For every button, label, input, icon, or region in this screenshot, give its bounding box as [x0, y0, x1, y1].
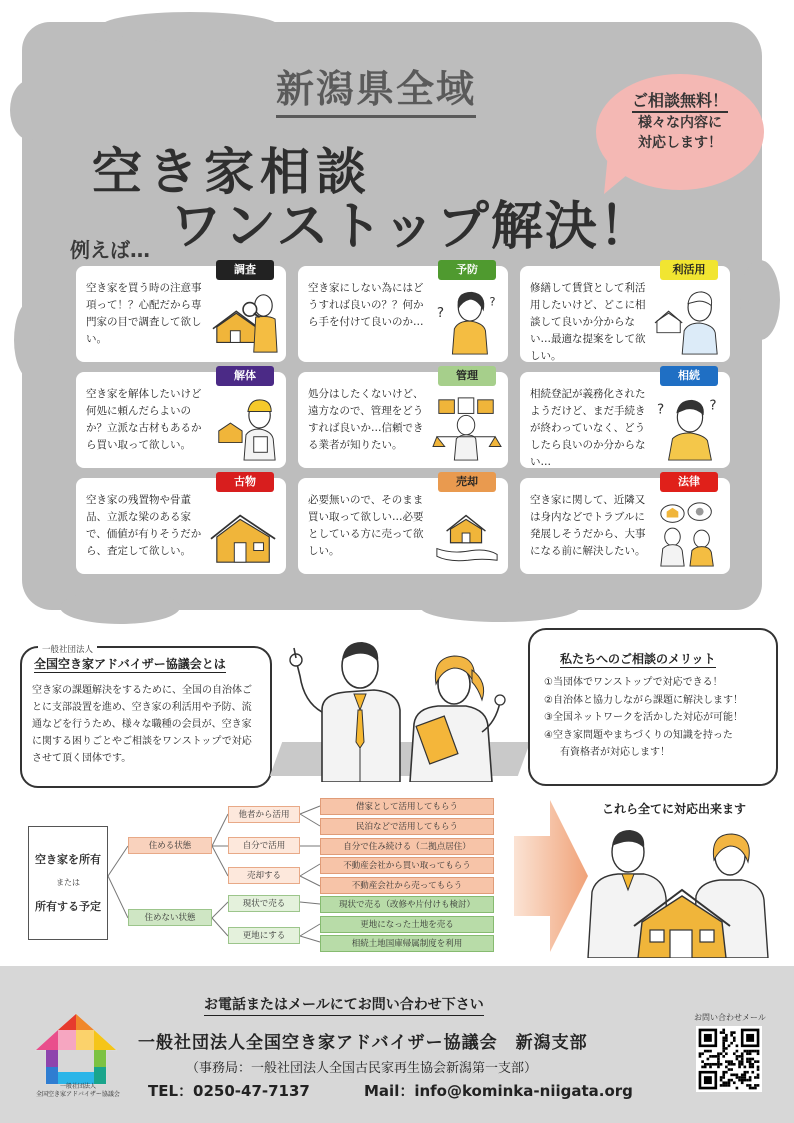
- bubble-text: [596, 88, 764, 153]
- flow-start-line3: 所有する予定: [35, 900, 101, 913]
- svg-text:?: ?: [709, 397, 717, 414]
- card-text: 空き家に関して、近隣又は身内などでトラブルに発展しそうだから、大事になる前に解決したい。: [530, 494, 646, 557]
- svg-text:?: ?: [656, 401, 665, 418]
- association-logo-icon: [28, 1010, 124, 1094]
- advisers-illustration-icon: [282, 632, 522, 782]
- sub-sell: 売却する: [228, 867, 300, 884]
- logo-caption-line2: 全国空き家アドバイザー協議会: [36, 1091, 120, 1098]
- action-item: 現状で売る（改修や片付けも検討）: [320, 896, 494, 913]
- worker-icon: [210, 394, 280, 462]
- card-tag: 法律: [660, 472, 718, 492]
- about-title: 全国空き家アドバイザー協議会とは: [34, 657, 226, 671]
- card-text: 処分はしたくないけど、遠方なので、管理をどうすれば良いか…信頼できる業者が知りたい。: [308, 388, 424, 451]
- splash-edge: [100, 12, 280, 42]
- card-tag: 管理: [438, 366, 496, 386]
- merit-item: ①当団体でワンストップで対応できる！: [544, 677, 723, 688]
- example-card: [520, 475, 730, 574]
- sub-land: 更地にする: [228, 927, 300, 944]
- flow-start-box: [28, 826, 108, 940]
- svg-text:?: ?: [436, 305, 445, 322]
- card-text: 必要無いので、そのまま買い取って欲しい…必要としている方に売って欲しい。: [308, 494, 424, 557]
- sub-current: 現状で売る: [228, 895, 300, 912]
- svg-text:?: ?: [489, 294, 496, 309]
- about-body: 空き家の課題解決をするために、全国の自治体ごとに支部設置を進め、空き家の利活用や予防、流通などを行うため、様々な職種の会員が、空き家に関する困りごとやご相談をワンストップで対応させて頂く団体です。: [32, 685, 252, 764]
- trouble-people-icon: [654, 500, 724, 568]
- card-tag: 予防: [438, 260, 496, 280]
- example-card: [520, 369, 730, 468]
- example-card: [298, 475, 508, 574]
- about-small-label: 一般社団法人: [38, 643, 97, 655]
- house-hand-icon: [432, 500, 502, 568]
- example-card: [76, 475, 286, 574]
- action-item: 更地になった土地を売る: [320, 916, 494, 933]
- flow-start-line2: または: [56, 878, 80, 887]
- example-card: [76, 263, 286, 362]
- bubble-line2: 様々な内容に: [638, 115, 722, 131]
- splash-edge: [10, 80, 50, 140]
- example-card: [298, 369, 508, 468]
- inspector-magnifier-icon: [210, 288, 280, 356]
- cando-label: これら全てに対応出来ます: [567, 796, 781, 822]
- action-item: 不動産会社から買い取ってもらう: [320, 857, 494, 874]
- card-text: 空き家の残置物や骨董品、立派な梁のある家で、価値が有りそうだから、査定して欲しい。: [86, 494, 202, 557]
- splash-edge: [60, 590, 180, 624]
- headline-line2: ワンストップ解決！: [170, 197, 653, 257]
- merit-item: ④空き家問題やまちづくりの知識を持った: [544, 729, 733, 741]
- action-item: 相続土地国庫帰属制度を利用: [320, 935, 494, 952]
- manager-balance-icon: [432, 394, 502, 462]
- example-card: [298, 263, 508, 362]
- qr-code-icon[interactable]: [696, 1026, 762, 1092]
- splash-edge: [740, 260, 780, 340]
- card-tag: 利活用: [660, 260, 718, 280]
- example-label: 例えば…: [70, 238, 150, 262]
- thinking-woman-icon: [432, 288, 502, 356]
- example-card: [76, 369, 286, 468]
- splash-edge: [420, 592, 580, 622]
- house-icon: [210, 500, 280, 568]
- logo-caption-line1: 一般社団法人: [59, 1083, 96, 1090]
- state-vacant: 住めない状態: [128, 909, 212, 926]
- action-item: 不動産会社から売ってもらう: [320, 877, 494, 894]
- example-card: [520, 263, 730, 362]
- card-text: 空き家を解体したいけど何処に頼んだらよいのか？立派な古材もあるから買い取って欲しい。: [86, 388, 202, 451]
- bubble-line3: 対応します！: [638, 135, 722, 151]
- flow-start-line1: 空き家を所有: [35, 853, 101, 866]
- logo-caption: [30, 1083, 126, 1099]
- card-text: 空き家を買う時の注意事項って！？心配だから専門家の目で調査して欲しい。: [86, 282, 202, 345]
- qr-label: お問い合わせメール: [694, 1013, 766, 1022]
- state-occupied: 住める状態: [128, 837, 212, 854]
- sub-self: 自分で活用: [228, 837, 300, 854]
- merit-item: ③全国ネットワークを活かした対応が可能！: [544, 712, 743, 723]
- splash-edge: [14, 300, 50, 380]
- merit-item: ②自治体と協力しながら課題に解決します！: [544, 694, 743, 706]
- contact-heading: お電話またはメールにてお問い合わせ下さい: [204, 994, 484, 1016]
- card-tag: 売却: [438, 472, 496, 492]
- card-text: 空き家にしない為にはどうすれば良いの？？何から手を付けて良いのか…: [308, 282, 424, 328]
- thinking-man-icon: [654, 288, 724, 356]
- card-text: 修繕して賃貸として利活用したいけど、どこに相談して良いか分からない…最適な提案をして欲しい。: [530, 282, 646, 362]
- card-text: 相続登記が義務化されたようだけど、まだ手続きが終わっていなく、どうしたら良いのか分からない…: [530, 388, 646, 468]
- organization-name: 一般社団法人全国空き家アドバイザー協議会 新潟支部: [138, 1033, 588, 1053]
- card-tag: 相続: [660, 366, 718, 386]
- confused-man-icon: [654, 394, 724, 462]
- region-title: 新潟県全域: [276, 58, 476, 118]
- card-tag: 解体: [216, 366, 274, 386]
- card-tag: 調査: [216, 260, 274, 280]
- action-item: 借家として活用してもらう: [320, 798, 494, 815]
- action-item: 民泊などで活用してもらう: [320, 818, 494, 835]
- card-tag: 古物: [216, 472, 274, 492]
- bubble-line1: ご相談無料！: [632, 88, 728, 113]
- email-link[interactable]: Mail：info@kominka-niigata.org: [364, 1082, 633, 1100]
- office-name: （事務局：一般社団法人全国古民家再生協会新潟第一支部）: [186, 1061, 538, 1076]
- headline-line1: 空き家相談: [92, 143, 372, 201]
- action-item: 自分で住み続ける（二拠点居住）: [320, 838, 494, 855]
- sub-others: 他者から活用: [228, 806, 300, 823]
- merit-item: 有資格者が対応します！: [560, 747, 670, 758]
- consultation-illustration-icon: [584, 826, 774, 958]
- telephone[interactable]: TEL：0250-47-7137: [148, 1082, 310, 1100]
- merit-title: 私たちへのご相談のメリット: [560, 652, 716, 666]
- merit-list: [544, 674, 772, 762]
